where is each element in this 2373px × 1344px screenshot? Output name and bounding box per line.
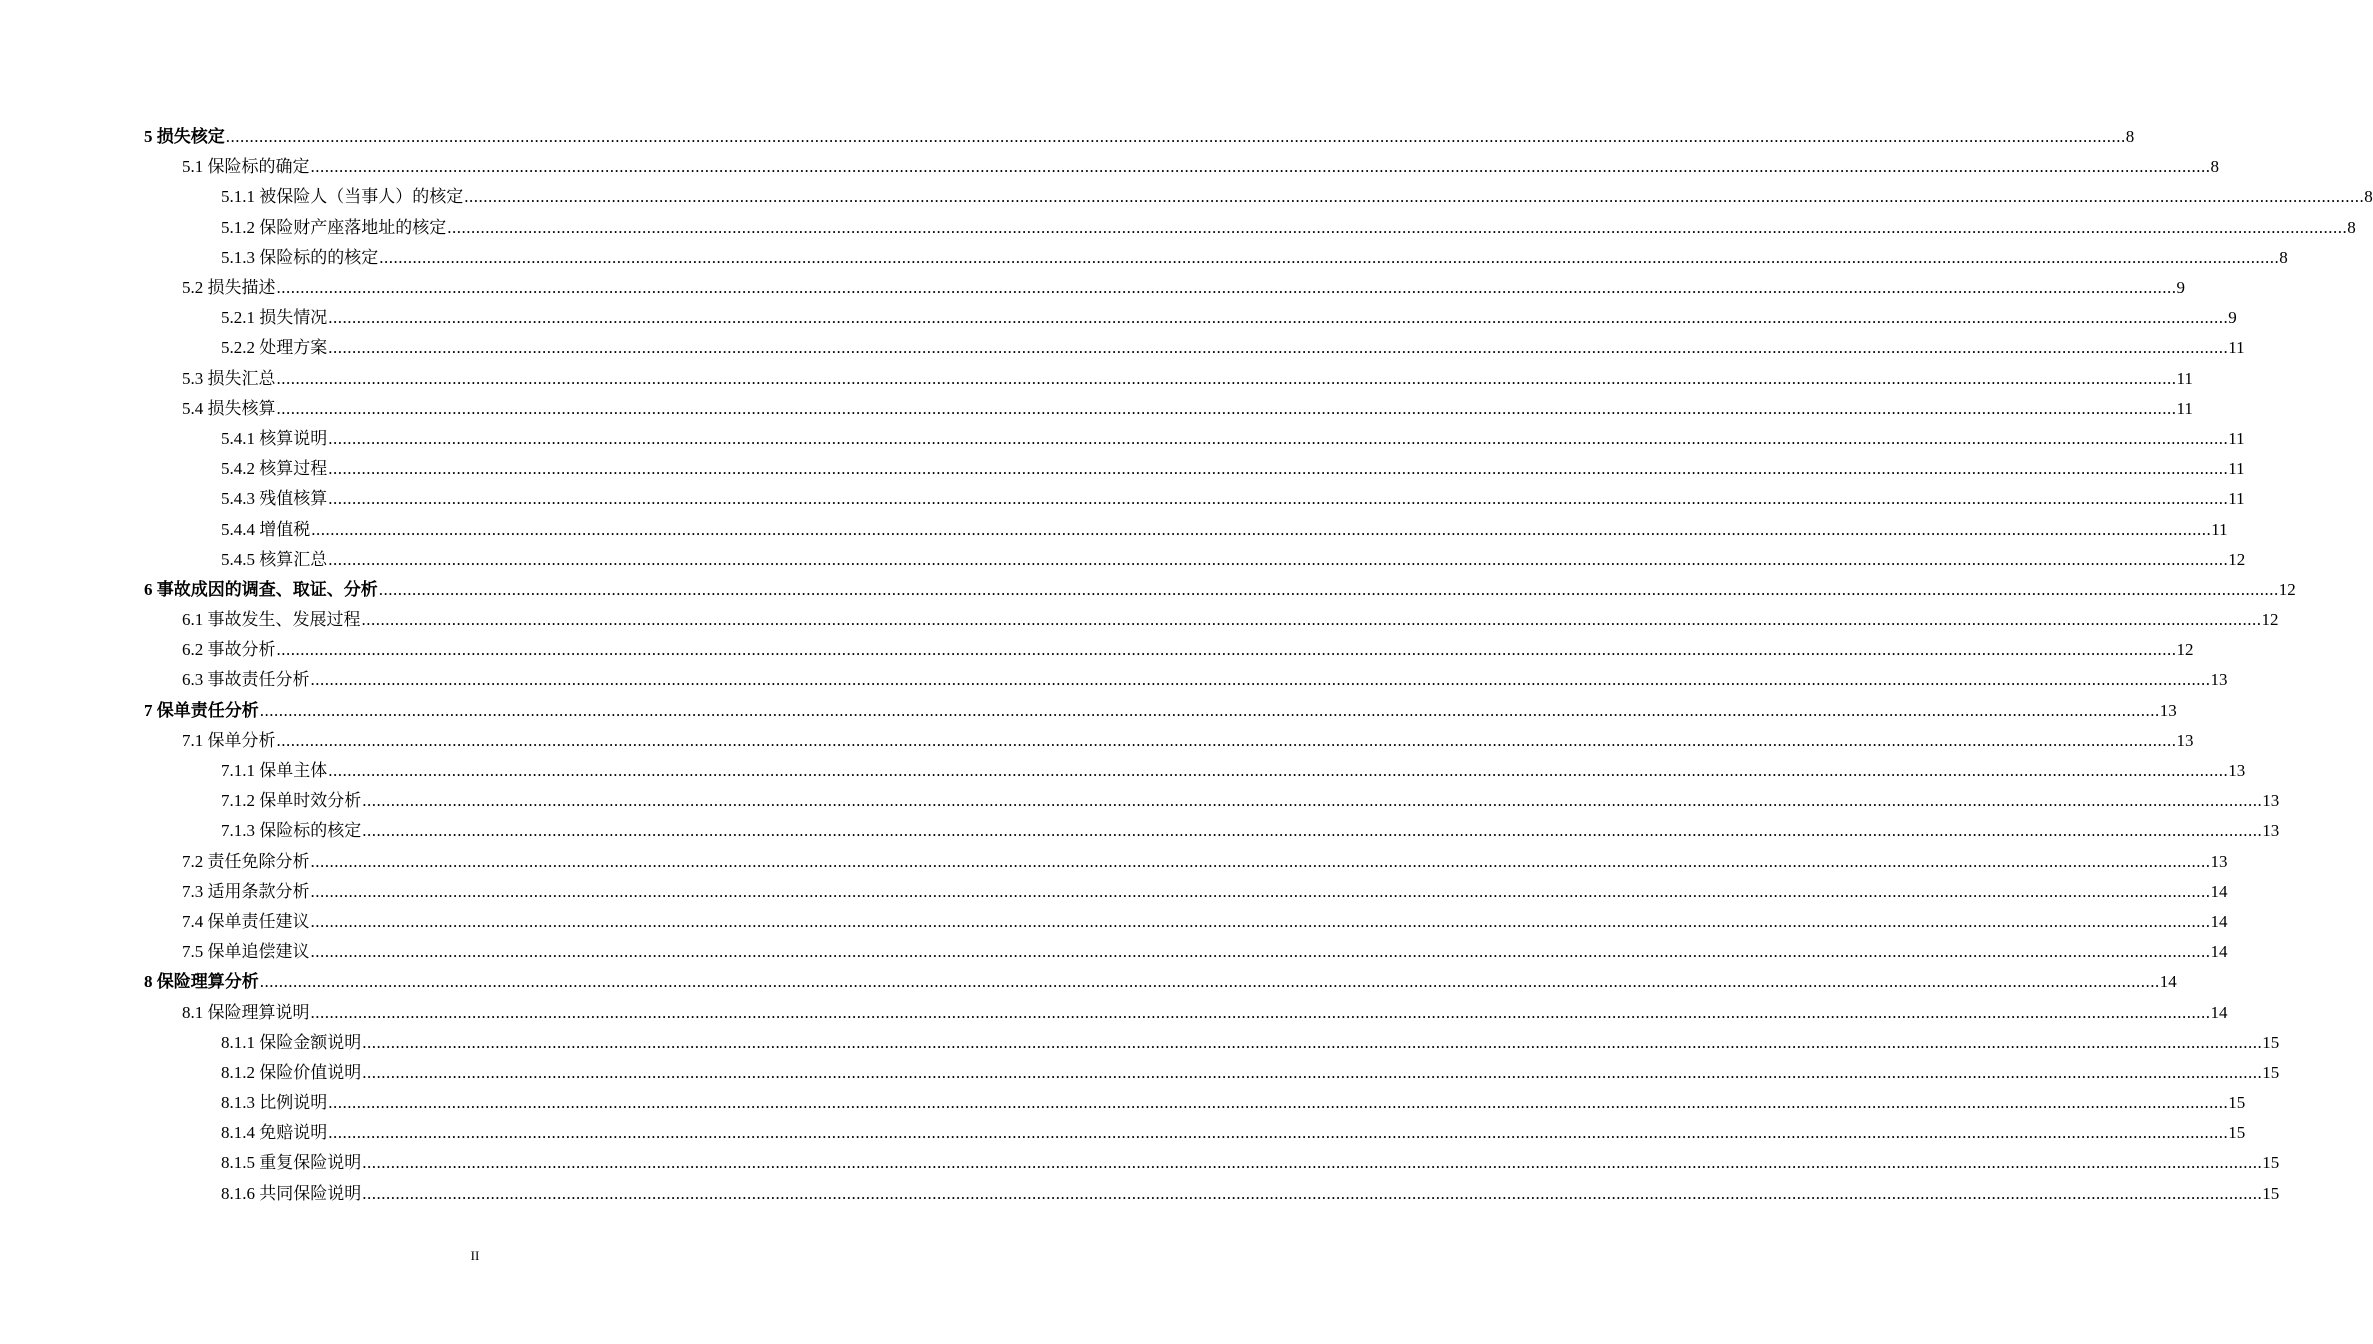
toc-entry[interactable] bbox=[144, 484, 2245, 514]
toc-dot-leader: ................................................................................................................................................................................................................................................................................................................................................................................................................ bbox=[362, 791, 2263, 811]
toc-entry-page: 13 bbox=[2210, 851, 2228, 871]
toc-dot-leader: ................................................................................................................................................................................................................................................................................................................................................................................................................ bbox=[328, 428, 2229, 448]
toc-dot-leader: ................................................................................................................................................................................................................................................................................................................................................................................................................ bbox=[276, 730, 2177, 750]
toc-entry[interactable] bbox=[144, 333, 2245, 363]
toc-entry[interactable] bbox=[144, 545, 2246, 575]
toc-entry-page: 11 bbox=[2228, 338, 2245, 358]
toc-dot-leader: ................................................................................................................................................................................................................................................................................................................................................................................................................ bbox=[328, 489, 2229, 509]
toc-dot-leader: ................................................................................................................................................................................................................................................................................................................................................................................................................ bbox=[311, 519, 2212, 539]
toc-entry-title: 6.2 事故分析 bbox=[182, 640, 276, 660]
toc-entry-title: 7.1.1 保单主体 bbox=[221, 761, 328, 781]
toc-entry[interactable] bbox=[144, 605, 2279, 635]
toc-entry[interactable] bbox=[144, 1118, 2246, 1148]
toc-entry[interactable] bbox=[144, 847, 2228, 877]
toc-dot-leader: ................................................................................................................................................................................................................................................................................................................................................................................................................ bbox=[276, 368, 2177, 388]
toc-entry[interactable] bbox=[144, 967, 2177, 997]
toc-entry[interactable] bbox=[144, 364, 2193, 394]
toc-entry-title: 5.1 保险标的确定 bbox=[182, 157, 310, 177]
toc-entry-title: 8.1 保险理算说明 bbox=[182, 1002, 310, 1022]
toc-entry-title: 8 保险理算分析 bbox=[144, 972, 259, 992]
toc-entry-page: 15 bbox=[2228, 1123, 2246, 1143]
toc-entry[interactable] bbox=[144, 937, 2228, 967]
toc-entry[interactable] bbox=[144, 182, 2373, 212]
toc-dot-leader: ................................................................................................................................................................................................................................................................................................................................................................................................................ bbox=[464, 187, 2365, 207]
toc-entry-title: 5.3 损失汇总 bbox=[182, 368, 276, 388]
toc-entry-page: 9 bbox=[2176, 278, 2185, 298]
toc-dot-leader: ................................................................................................................................................................................................................................................................................................................................................................................................................ bbox=[362, 1153, 2263, 1173]
toc-entry[interactable] bbox=[144, 907, 2228, 937]
toc-entry-page: 13 bbox=[2176, 730, 2194, 750]
toc-entry-title: 5.1.3 保险标的的核定 bbox=[221, 247, 379, 267]
toc-entry-title: 6.1 事故发生、发展过程 bbox=[182, 610, 361, 630]
toc-dot-leader: ................................................................................................................................................................................................................................................................................................................................................................................................................ bbox=[447, 217, 2348, 237]
toc-dot-leader: ................................................................................................................................................................................................................................................................................................................................................................................................................ bbox=[362, 1183, 2263, 1203]
table-of-contents bbox=[144, 122, 2373, 1209]
toc-entry[interactable] bbox=[144, 152, 2219, 182]
toc-dot-leader: ................................................................................................................................................................................................................................................................................................................................................................................................................ bbox=[362, 821, 2263, 841]
toc-entry-title: 8.1.5 重复保险说明 bbox=[221, 1153, 362, 1173]
toc-entry-page: 11 bbox=[2228, 489, 2245, 509]
toc-dot-leader: ................................................................................................................................................................................................................................................................................................................................................................................................................ bbox=[310, 881, 2211, 901]
toc-entry-title: 6.3 事故责任分析 bbox=[182, 670, 310, 690]
toc-entry-page: 13 bbox=[2210, 670, 2228, 690]
toc-entry-title: 5.2 损失描述 bbox=[182, 278, 276, 298]
toc-entry-page: 8 bbox=[2125, 127, 2135, 147]
toc-entry[interactable] bbox=[144, 1179, 2280, 1209]
toc-entry[interactable] bbox=[144, 877, 2228, 907]
toc-dot-leader: ................................................................................................................................................................................................................................................................................................................................................................................................................ bbox=[310, 942, 2211, 962]
toc-entry[interactable] bbox=[144, 997, 2228, 1027]
toc-entry[interactable] bbox=[144, 635, 2194, 665]
toc-dot-leader: ................................................................................................................................................................................................................................................................................................................................................................................................................ bbox=[379, 247, 2280, 267]
toc-dot-leader: ................................................................................................................................................................................................................................................................................................................................................................................................................ bbox=[328, 1123, 2229, 1143]
toc-dot-leader: ................................................................................................................................................................................................................................................................................................................................................................................................................ bbox=[259, 700, 2160, 720]
toc-entry[interactable] bbox=[144, 756, 2246, 786]
toc-entry[interactable] bbox=[144, 303, 2237, 333]
toc-entry-title: 5.1.2 保险财产座落地址的核定 bbox=[221, 217, 447, 237]
toc-entry-page: 13 bbox=[2228, 761, 2246, 781]
toc-entry-title: 7.1.2 保单时效分析 bbox=[221, 791, 362, 811]
toc-entry[interactable] bbox=[144, 1058, 2280, 1088]
toc-entry-page: 11 bbox=[2211, 519, 2228, 539]
toc-entry-page: 8 bbox=[2279, 247, 2288, 267]
toc-entry[interactable] bbox=[144, 424, 2245, 454]
toc-entry-title: 5.1.1 被保险人（当事人）的核定 bbox=[221, 187, 464, 207]
toc-entry-title: 8.1.1 保险金额说明 bbox=[221, 1032, 362, 1052]
toc-entry-title: 5.2.2 处理方案 bbox=[221, 338, 328, 358]
toc-entry-page: 11 bbox=[2228, 428, 2245, 448]
toc-entry-title: 5.4.1 核算说明 bbox=[221, 428, 328, 448]
toc-entry-page: 8 bbox=[2210, 157, 2219, 177]
toc-entry-title: 5.4.4 增值税 bbox=[221, 519, 311, 539]
toc-entry-page: 15 bbox=[2262, 1153, 2280, 1173]
toc-entry-title: 5.4.5 核算汇总 bbox=[221, 549, 328, 569]
toc-entry-title: 7.4 保单责任建议 bbox=[182, 911, 310, 931]
toc-entry-title: 7.1.3 保险标的核定 bbox=[221, 821, 362, 841]
toc-entry-title: 5 损失核定 bbox=[144, 127, 225, 147]
toc-entry[interactable] bbox=[144, 243, 2288, 273]
toc-dot-leader: ................................................................................................................................................................................................................................................................................................................................................................................................................ bbox=[361, 610, 2262, 630]
toc-entry-title: 8.1.6 共同保险说明 bbox=[221, 1183, 362, 1203]
toc-entry[interactable] bbox=[144, 816, 2280, 846]
toc-entry-page: 15 bbox=[2262, 1032, 2280, 1052]
toc-entry-title: 5.4 损失核算 bbox=[182, 398, 276, 418]
toc-entry-title: 7 保单责任分析 bbox=[144, 700, 259, 720]
toc-dot-leader: ................................................................................................................................................................................................................................................................................................................................................................................................................ bbox=[310, 851, 2211, 871]
toc-entry[interactable] bbox=[144, 696, 2177, 726]
toc-entry-page: 13 bbox=[2262, 791, 2280, 811]
toc-dot-leader: ................................................................................................................................................................................................................................................................................................................................................................................................................ bbox=[259, 972, 2160, 992]
toc-entry[interactable] bbox=[144, 454, 2245, 484]
toc-entry-page: 12 bbox=[2261, 610, 2279, 630]
toc-entry-page: 9 bbox=[2228, 308, 2237, 328]
toc-entry-page: 15 bbox=[2262, 1183, 2280, 1203]
toc-dot-leader: ................................................................................................................................................................................................................................................................................................................................................................................................................ bbox=[328, 338, 2229, 358]
toc-entry-title: 5.4.2 核算过程 bbox=[221, 459, 328, 479]
toc-entry-page: 8 bbox=[2347, 217, 2356, 237]
toc-dot-leader: ................................................................................................................................................................................................................................................................................................................................................................................................................ bbox=[276, 398, 2177, 418]
toc-entry[interactable] bbox=[144, 273, 2185, 303]
toc-entry[interactable] bbox=[144, 1028, 2280, 1058]
toc-dot-leader: ................................................................................................................................................................................................................................................................................................................................................................................................................ bbox=[328, 459, 2229, 479]
toc-entry[interactable] bbox=[144, 726, 2194, 756]
toc-entry-page: 12 bbox=[2278, 579, 2296, 599]
toc-entry[interactable] bbox=[144, 213, 2356, 243]
toc-dot-leader: ................................................................................................................................................................................................................................................................................................................................................................................................................ bbox=[276, 278, 2177, 298]
toc-dot-leader: ................................................................................................................................................................................................................................................................................................................................................................................................................ bbox=[310, 157, 2211, 177]
toc-dot-leader: ................................................................................................................................................................................................................................................................................................................................................................................................................ bbox=[276, 640, 2177, 660]
toc-entry[interactable] bbox=[144, 665, 2228, 695]
toc-dot-leader: ................................................................................................................................................................................................................................................................................................................................................................................................................ bbox=[362, 1062, 2263, 1082]
toc-dot-leader: ................................................................................................................................................................................................................................................................................................................................................................................................................ bbox=[328, 549, 2229, 569]
toc-entry[interactable] bbox=[144, 394, 2193, 424]
toc-entry-page: 11 bbox=[2176, 368, 2193, 388]
toc-entry-page: 12 bbox=[2228, 549, 2246, 569]
toc-entry-title: 7.3 适用条款分析 bbox=[182, 881, 310, 901]
toc-entry[interactable] bbox=[144, 575, 2296, 605]
toc-entry-page: 15 bbox=[2228, 1093, 2246, 1113]
toc-dot-leader: ................................................................................................................................................................................................................................................................................................................................................................................................................ bbox=[310, 1002, 2211, 1022]
toc-entry-page: 14 bbox=[2210, 942, 2228, 962]
toc-entry-page: 14 bbox=[2210, 911, 2228, 931]
toc-dot-leader: ................................................................................................................................................................................................................................................................................................................................................................................................................ bbox=[328, 1093, 2229, 1113]
toc-entry-page: 11 bbox=[2228, 459, 2245, 479]
toc-dot-leader: ................................................................................................................................................................................................................................................................................................................................................................................................................ bbox=[362, 1032, 2263, 1052]
toc-entry-page: 8 bbox=[2364, 187, 2373, 207]
toc-dot-leader: ................................................................................................................................................................................................................................................................................................................................................................................................................ bbox=[378, 579, 2279, 599]
toc-entry-page: 12 bbox=[2176, 640, 2194, 660]
toc-entry[interactable] bbox=[144, 514, 2228, 544]
toc-entry-title: 8.1.3 比例说明 bbox=[221, 1093, 328, 1113]
toc-entry[interactable] bbox=[144, 122, 2135, 152]
toc-entry[interactable] bbox=[144, 786, 2280, 816]
toc-entry-page: 15 bbox=[2262, 1062, 2280, 1082]
toc-entry-title: 7.5 保单追偿建议 bbox=[182, 942, 310, 962]
toc-entry-page: 13 bbox=[2159, 700, 2177, 720]
toc-dot-leader: ................................................................................................................................................................................................................................................................................................................................................................................................................ bbox=[310, 670, 2211, 690]
toc-entry-page: 14 bbox=[2159, 972, 2177, 992]
toc-entry-title: 8.1.4 免赔说明 bbox=[221, 1123, 328, 1143]
toc-entry[interactable] bbox=[144, 1148, 2280, 1178]
toc-entry-title: 8.1.2 保险价值说明 bbox=[221, 1062, 362, 1082]
toc-entry-title: 6 事故成因的调查、取证、分析 bbox=[144, 579, 378, 599]
page-number: II bbox=[470, 1248, 480, 1263]
toc-dot-leader: ................................................................................................................................................................................................................................................................................................................................................................................................................ bbox=[328, 308, 2229, 328]
toc-entry[interactable] bbox=[144, 1088, 2246, 1118]
toc-entry-page: 14 bbox=[2210, 881, 2228, 901]
toc-dot-leader: ................................................................................................................................................................................................................................................................................................................................................................................................................ bbox=[310, 911, 2211, 931]
toc-entry-title: 5.2.1 损失情况 bbox=[221, 308, 328, 328]
toc-entry-page: 11 bbox=[2176, 398, 2193, 418]
toc-entry-page: 14 bbox=[2210, 1002, 2228, 1022]
toc-entry-title: 7.2 责任免除分析 bbox=[182, 851, 310, 871]
toc-entry-title: 5.4.3 残值核算 bbox=[221, 489, 328, 509]
toc-entry-page: 13 bbox=[2262, 821, 2280, 841]
toc-dot-leader: ................................................................................................................................................................................................................................................................................................................................................................................................................ bbox=[328, 761, 2229, 781]
toc-dot-leader: ................................................................................................................................................................................................................................................................................................................................................................................................................ bbox=[225, 127, 2126, 147]
toc-entry-title: 7.1 保单分析 bbox=[182, 730, 276, 750]
